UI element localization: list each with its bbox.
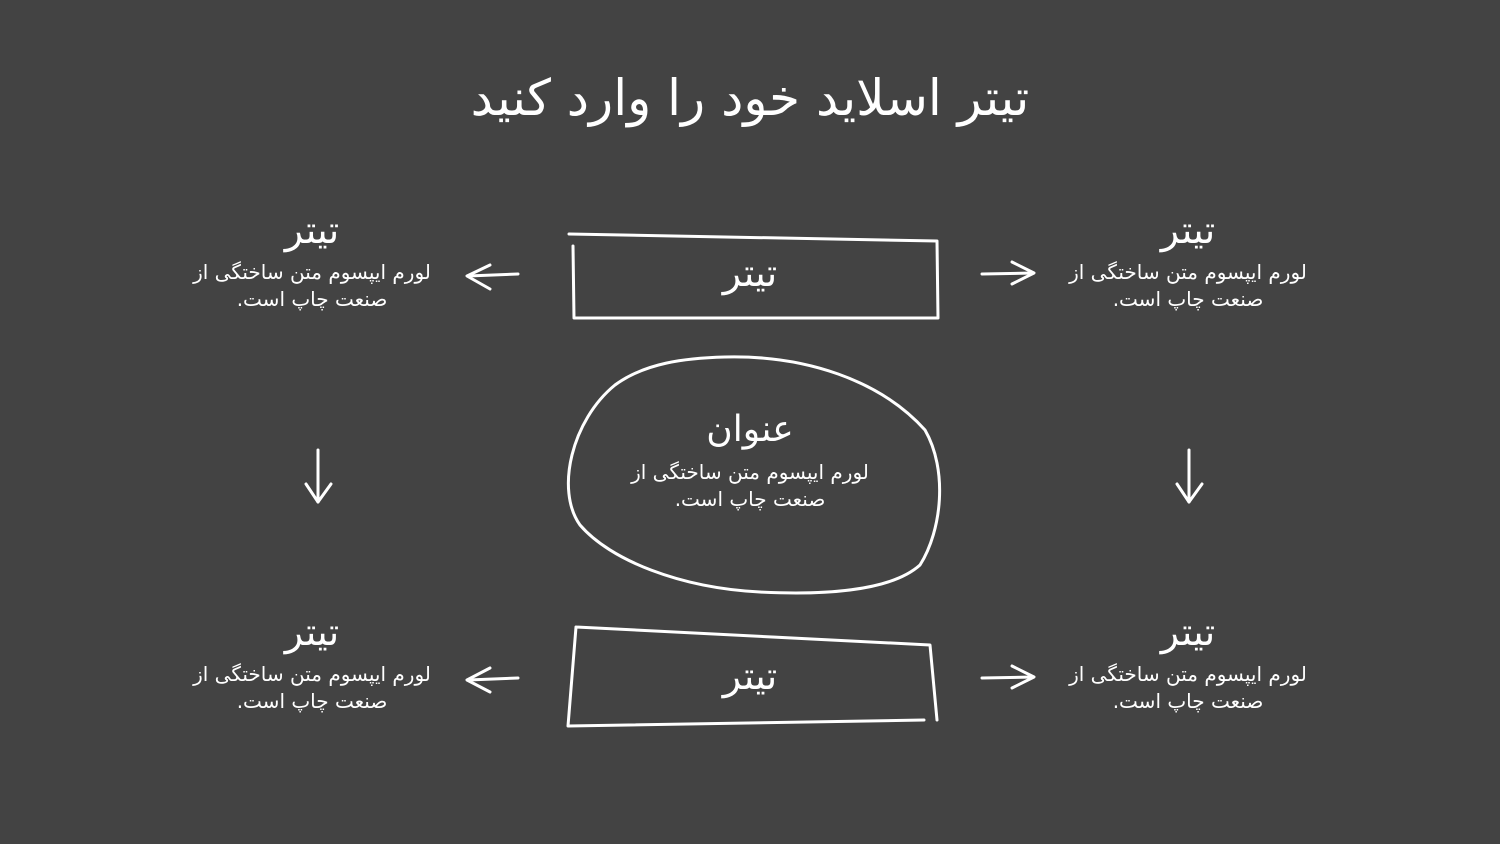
arrow-down-left xyxy=(306,450,331,502)
arrow-left-bottom xyxy=(467,668,518,692)
center-title: عنوان xyxy=(706,409,794,450)
corner-title: تیتر xyxy=(1160,610,1216,654)
corner-bottom-left xyxy=(182,607,442,715)
arrow-right-bottom xyxy=(982,666,1034,688)
corner-bottom-right xyxy=(1058,607,1318,715)
center-node xyxy=(620,405,880,513)
bottom-box-label: تیتر xyxy=(722,654,778,698)
arrow-right-top xyxy=(982,262,1034,284)
corner-body: لورم ایپسوم متن ساختگی از صنعت چاپ است. xyxy=(1069,662,1307,713)
arrow-left-top xyxy=(467,265,518,289)
corner-top-left xyxy=(182,205,442,313)
corner-title: تیتر xyxy=(284,610,340,654)
slide-title: تیتر اسلاید خود را وارد کنید xyxy=(470,69,1030,127)
top-box-label: تیتر xyxy=(722,251,778,295)
corner-title: تیتر xyxy=(1160,208,1216,252)
center-body: لورم ایپسوم متن ساختگی از صنعت چاپ است. xyxy=(631,460,869,511)
corner-title: تیتر xyxy=(284,208,340,252)
corner-body: لورم ایپسوم متن ساختگی از صنعت چاپ است. xyxy=(193,260,431,311)
arrow-down-right xyxy=(1177,450,1202,502)
corner-body: لورم ایپسوم متن ساختگی از صنعت چاپ است. xyxy=(193,662,431,713)
corner-top-right xyxy=(1058,205,1318,313)
corner-body: لورم ایپسوم متن ساختگی از صنعت چاپ است. xyxy=(1069,260,1307,311)
